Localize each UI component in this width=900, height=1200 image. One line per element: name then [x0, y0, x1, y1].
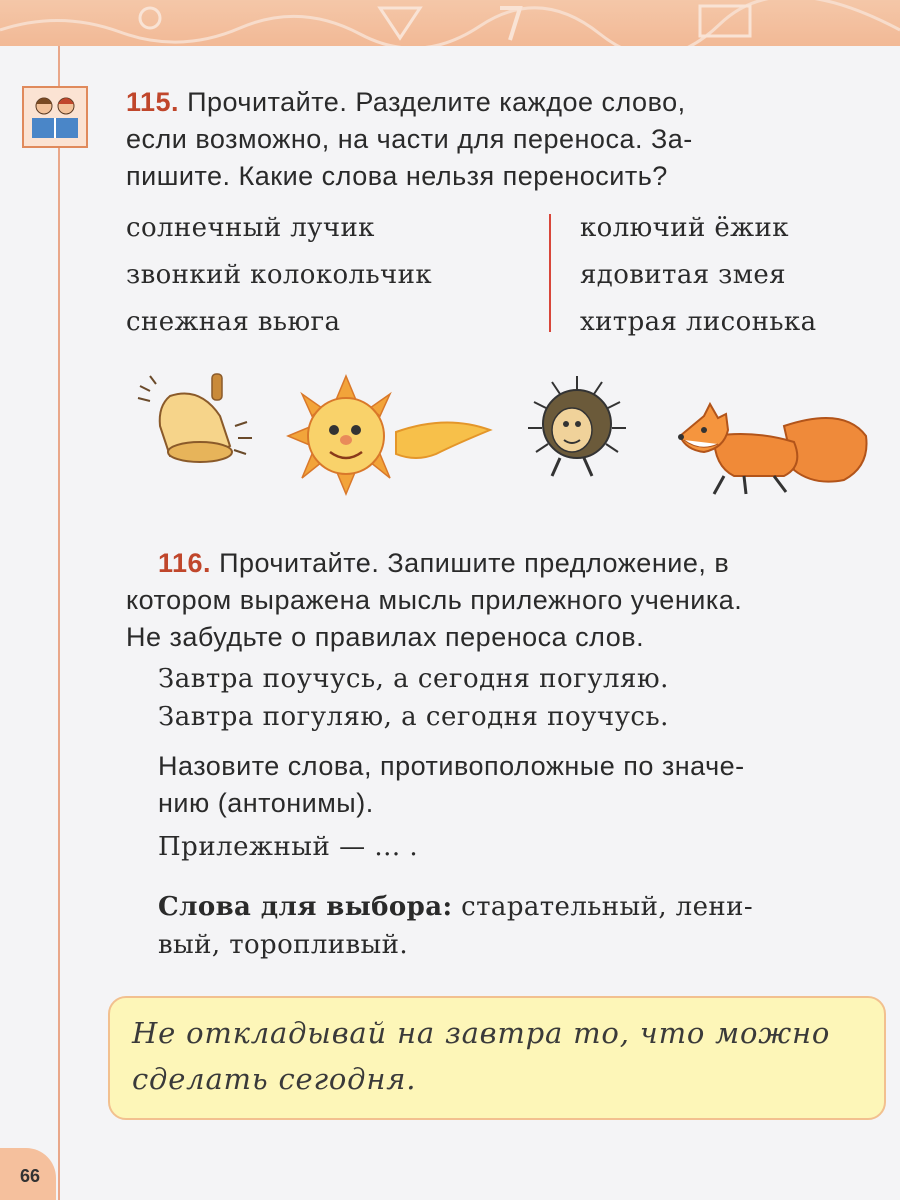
exercise-number: 116.	[158, 548, 212, 578]
proverb-line: сделать сегодня.	[132, 1062, 417, 1096]
word-pair: снежная вьюга	[126, 307, 341, 337]
bell-illustration	[130, 366, 260, 476]
choice-words: вый, торопливый.	[158, 930, 409, 960]
word-choice	[158, 888, 753, 964]
hedgehog-illustration	[522, 372, 632, 480]
top-decorative-band	[0, 0, 900, 46]
word-pair: колючий ёжик	[580, 213, 789, 243]
reading-children-icon	[22, 86, 88, 148]
word-pair: звонкий колокольчик	[126, 260, 432, 290]
column-divider	[549, 214, 551, 332]
proverb-line: Не откладывай на завтра то, что можно	[132, 1016, 831, 1050]
antonym-task	[158, 748, 745, 822]
sentence-1: Завтра поучусь, а сегодня погуляю.	[158, 664, 669, 694]
proverb-text	[132, 1010, 830, 1102]
task-line: нию (антонимы).	[158, 788, 374, 818]
school-items-pattern	[0, 0, 900, 46]
word-pair: ядовитая змея	[580, 260, 786, 290]
exercise-line: если возможно, на части для переноса. За-	[126, 124, 693, 154]
page-number-tab	[0, 1148, 56, 1200]
exercise-line: котором выражена мысль прилежного ученика.	[126, 585, 743, 615]
proverb-box	[108, 996, 886, 1120]
word-list-right	[580, 205, 816, 346]
choice-label: Слова для выбора:	[158, 892, 453, 922]
word-pair: солнечный лучик	[126, 213, 375, 243]
exercise-116-text	[126, 545, 742, 656]
exercise-line: Не забудьте о правилах переноса слов.	[126, 622, 645, 652]
exercise-line: Прочитайте. Запишите предложение, в	[219, 548, 730, 578]
word-list-left	[126, 205, 432, 346]
sun-illustration	[286, 374, 496, 498]
sentence-2: Завтра погуляю, а сегодня поучусь.	[158, 702, 669, 732]
word-pair: хитрая лисонька	[580, 307, 817, 337]
page-number: 66	[20, 1166, 41, 1186]
task-line: Назовите слова, противоположные по значе-	[158, 751, 745, 781]
exercise-line: пишите. Какие слова нельзя переносить?	[126, 161, 668, 191]
margin-line	[58, 46, 60, 1200]
fox-illustration	[674, 396, 870, 500]
exercise-line: Прочитайте. Разделите каждое слово,	[187, 87, 686, 117]
exercise-number: 115.	[126, 87, 180, 117]
exercise-115-text	[126, 84, 693, 195]
choice-words: старательный, лени-	[461, 892, 754, 922]
antonym-prompt: Прилежный — ... .	[158, 832, 419, 862]
